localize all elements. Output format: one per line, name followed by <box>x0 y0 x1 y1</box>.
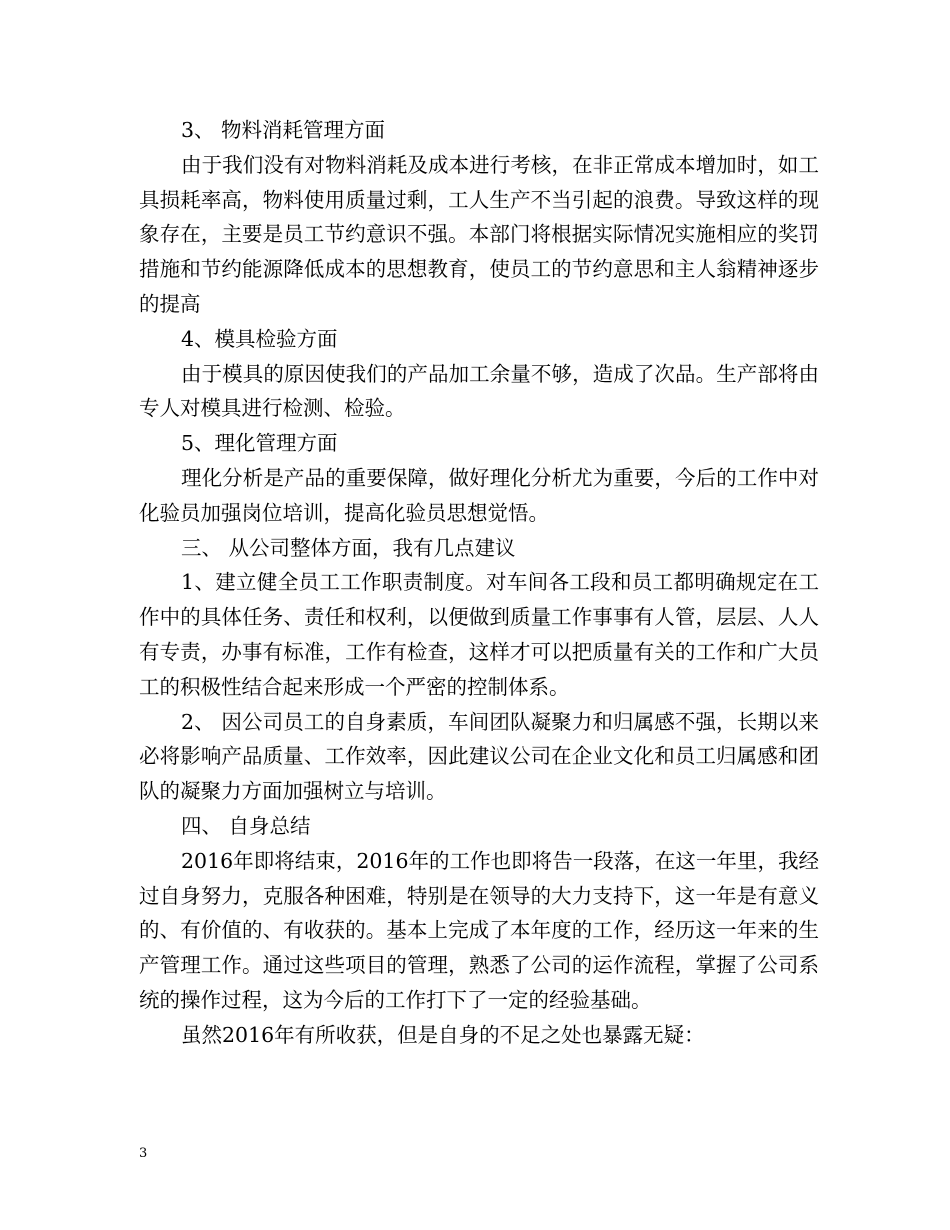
section-heading-material-consumption: 3、 物料消耗管理方面 <box>181 118 386 142</box>
paragraph-physicochemical: 理化分析是产品的重要保障，做好理化分析尤为重要，今后的工作中对化验员加强岗位培训，提高化验员思想觉悟。 <box>139 465 819 525</box>
paragraph-suggestion-2: 2、 因公司员工的自身素质，车间团队凝聚力和归属感不强，长期以来必将影响产品质量、工作效率，因此建议公司在企业文化和员工归属感和团队的凝聚力方面加强树立与培训。 <box>139 709 819 804</box>
document-body <box>139 113 819 1053</box>
paragraph-mold-inspection: 由于模具的原因使我们的产品加工余量不够，造成了次品。生产部将由专人对模具进行检测、检验。 <box>139 361 819 421</box>
paragraph-material-consumption: 由于我们没有对物料消耗及成本进行考核，在非正常成本增加时，如工具损耗率高，物料使用质量过剩，工人生产不当引起的浪费。导致这样的现象存在，主要是员工节约意识不强。本部门将根据实际情况实施相应的奖罚措施和节约能源降低成本的思想教育，使员工的节约意思和主人翁精神逐步的提高 <box>139 152 819 316</box>
section-heading-self-summary: 四、 自身总结 <box>181 813 311 838</box>
paragraph-shortcomings-intro: 虽然2016年有所收获，但是自身的不足之处也暴露无疑： <box>181 1022 705 1047</box>
paragraph-self-summary: 2016年即将结束，2016年的工作也即将告一段落，在这一年里，我经过自身努力，克服各种困难，特别是在领导的大力支持下，这一年是有意义的、有价值的、有收获的。基本上完成了本年度的工作，经历这一年来的生产管理工作。通过这些项目的管理，熟悉了公司的运作流程，掌握了公司系统的操作过程，这为今后的工作打下了一定的经验基础。 <box>139 848 819 1012</box>
page-number: 3 <box>139 1146 148 1161</box>
paragraph-suggestion-1: 1、建立健全员工工作职责制度。对车间各工段和员工都明确规定在工作中的具体任务、责任和权利，以便做到质量工作事事有人管，层层、人人有专责，办事有标准，工作有检查，这样才可以把质量有关的工作和广大员工的积极性结合起来形成一个严密的控制体系。 <box>139 570 819 699</box>
section-heading-physicochemical: 5、理化管理方面 <box>181 431 338 456</box>
section-heading-mold-inspection: 4、模具检验方面 <box>181 326 338 351</box>
section-heading-suggestions: 三、 从公司整体方面，我有几点建议 <box>181 535 516 560</box>
